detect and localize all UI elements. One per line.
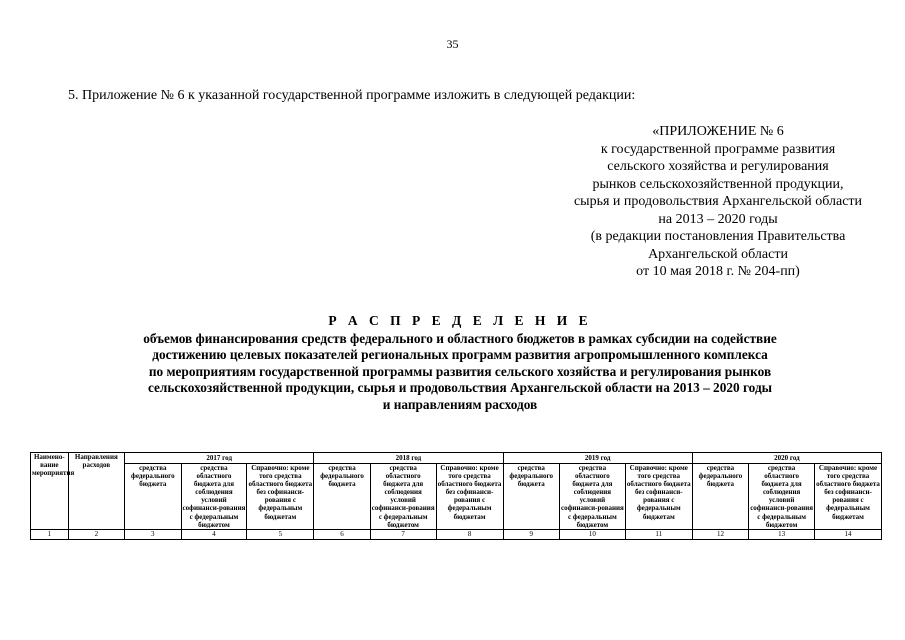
- document-heading: [60, 313, 860, 413]
- header-federal: средства федерального бюджета: [314, 464, 370, 530]
- column-number: 6: [314, 529, 370, 539]
- appendix-line: к государственной программе развития: [600, 141, 836, 157]
- heading-title: Р А С П Р Е Д Е Л Е Н И Е: [328, 313, 592, 328]
- header-federal: средства федерального бюджета: [503, 464, 559, 530]
- heading-line: по мероприятиям государственной программы развития сельского хозяйства и регулирования рынков: [148, 363, 772, 379]
- column-number: 11: [625, 529, 692, 539]
- header-federal: средства федерального бюджета: [692, 464, 748, 530]
- column-number: 2: [68, 529, 124, 539]
- appendix-line: от 10 мая 2018 г. № 204-пп): [636, 264, 800, 279]
- header-regional: средства областного бюджета для соблюдения условий софинанси-рования с федеральным бюджетом: [371, 464, 435, 529]
- heading-line: достижению целевых показателей региональных программ развития агропромышленного комплекса: [152, 347, 768, 362]
- header-direction: Направления расходов: [68, 453, 124, 530]
- header-reference: Справочно: кроме того средства областного бюджета без софинанси-рования с федеральным бюджетам: [436, 464, 503, 530]
- header-reference: Справочно: кроме того средства областного бюджета без софинанси-рования с федеральным бюджетам: [247, 464, 314, 530]
- column-number: 9: [503, 529, 559, 539]
- header-regional: средства областного бюджета для соблюдения условий софинанси-рования с федеральным бюджетом: [560, 464, 624, 529]
- appendix-line: на 2013 – 2020 годы: [658, 211, 778, 227]
- column-number: 1: [31, 529, 69, 539]
- column-number: 8: [436, 529, 503, 539]
- header-federal: средства федерального бюджета: [125, 464, 181, 530]
- intro-paragraph: 5. Приложение № 6 к указанной государственной программе изложить в следующей редакции:: [68, 88, 636, 103]
- header-year-2018: 2018 год: [314, 453, 503, 464]
- column-number: 5: [247, 529, 314, 539]
- column-number: 4: [181, 529, 247, 539]
- appendix-line: «ПРИЛОЖЕНИЕ № 6: [652, 124, 784, 139]
- appendix-line: рынков сельскохозяйственной продукции,: [592, 176, 844, 192]
- appendix-block: [548, 123, 888, 281]
- header-reference: Справочно: кроме того средства областного бюджета без софинанси-рования с федеральным бюджетам: [625, 464, 692, 530]
- appendix-line: (в редакции постановления Правительства: [590, 229, 846, 244]
- heading-line: сельскохозяйственной продукции, сырья и продовольствия Архангельской области на 2013 – 2020 годы: [147, 380, 773, 395]
- funding-table: [30, 452, 882, 540]
- header-year-2019: 2019 год: [503, 453, 692, 464]
- column-number: 12: [692, 529, 748, 539]
- header-year-2017: 2017 год: [125, 453, 314, 464]
- heading-line: и направлениям расходов: [382, 396, 538, 412]
- column-number: 7: [370, 529, 436, 539]
- header-year-2020: 2020 год: [692, 453, 881, 464]
- appendix-line: Архангельской области: [648, 246, 788, 262]
- appendix-line: сельского хозяйства и регулирования: [607, 159, 829, 174]
- column-number: 13: [749, 529, 815, 539]
- column-number: 3: [125, 529, 181, 539]
- page-number: 35: [446, 37, 459, 51]
- appendix-line: сырья и продовольствия Архангельской области: [573, 194, 863, 209]
- header-event: Наимено-вание мероприятия: [31, 453, 69, 530]
- header-regional: средства областного бюджета для соблюдения условий софинанси-рования с федеральным бюджетом: [750, 464, 814, 529]
- header-reference: Справочно: кроме того средства областного бюджета без софинанси-рования с федеральным бюджетам: [815, 464, 882, 530]
- heading-line: объемов финансирования средств федерального и областного бюджетов в рамках субсидии на содействие: [143, 330, 777, 346]
- header-regional: средства областного бюджета для соблюдения условий софинанси-рования с федеральным бюджетом: [182, 464, 246, 529]
- column-number: 10: [559, 529, 625, 539]
- column-number: 14: [815, 529, 882, 539]
